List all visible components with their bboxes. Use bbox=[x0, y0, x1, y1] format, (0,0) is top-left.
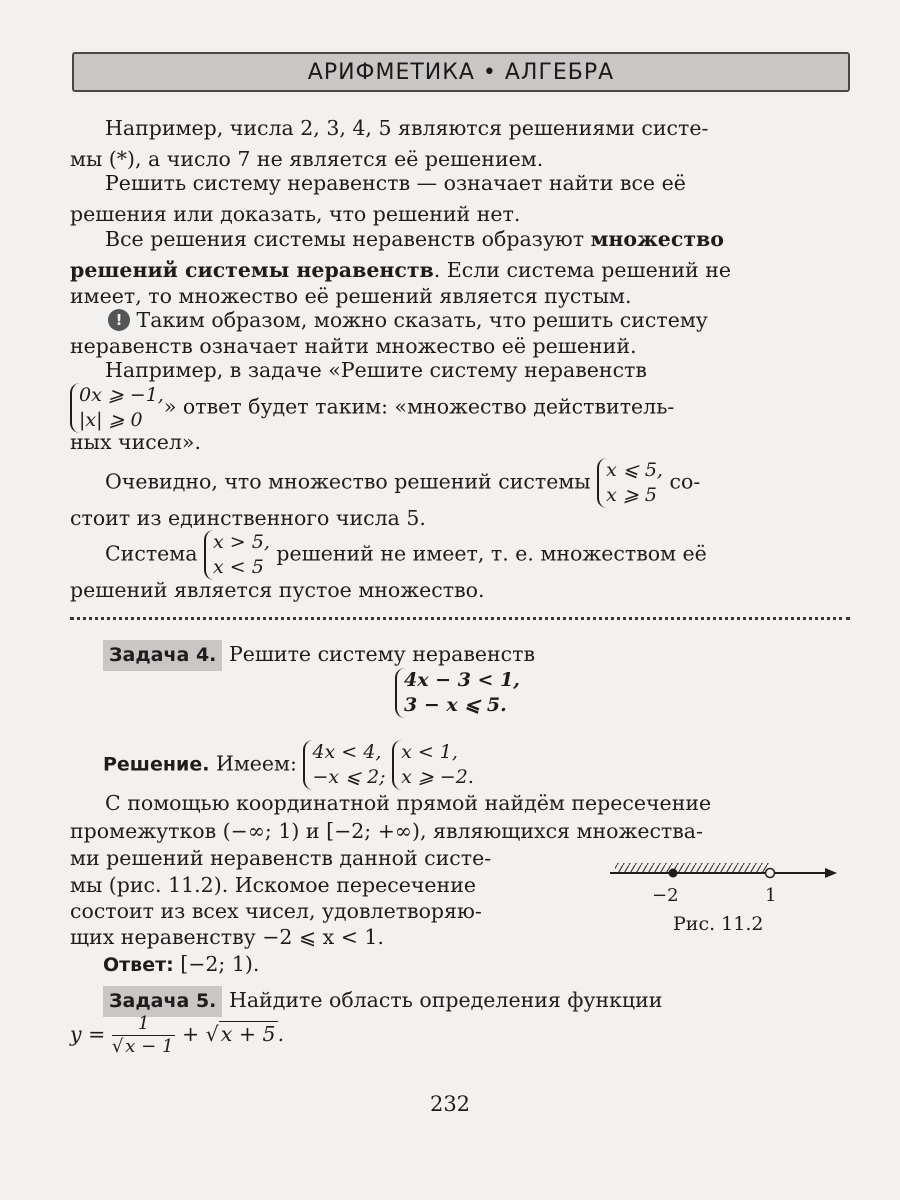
task-4-statement: Задача 4. Решите систему неравенств bbox=[103, 639, 881, 671]
tick-label: 1 bbox=[765, 885, 777, 906]
term-bold: решений системы неравенств bbox=[70, 258, 434, 282]
term-bold: множество bbox=[590, 227, 724, 251]
paragraph-line: состоит из всех чисел, удовлетворяю- bbox=[70, 899, 482, 923]
running-header bbox=[72, 52, 850, 92]
arrow-icon bbox=[825, 868, 837, 878]
paragraph-line: Например, в задаче «Решите систему неравенств bbox=[105, 358, 647, 382]
paragraph-line: мы (рис. 11.2). Искомое пересечение bbox=[70, 873, 477, 897]
tick-label: −2 bbox=[652, 885, 679, 906]
task-label: Задача 5. bbox=[103, 986, 222, 1017]
figure-11-2 bbox=[605, 855, 855, 945]
solution-label: Решение. bbox=[103, 753, 210, 776]
paragraph-line: решений является пустое множество. bbox=[70, 578, 485, 602]
task-4-system bbox=[395, 668, 695, 718]
paragraph-line: 0x ⩾ −1, |x| ⩾ 0 » ответ будет таким: «множество действитель- bbox=[70, 383, 848, 439]
paragraph-line: Очевидно, что множество решений системы x ⩽ 5, x ⩾ 5 со- bbox=[105, 459, 701, 506]
answer-line: Ответ: [−2; 1). bbox=[103, 952, 260, 976]
paragraph-line: мы (*), а число 7 не является её решением. bbox=[70, 147, 544, 171]
hatch-interval bbox=[615, 863, 770, 873]
paragraph-line: С помощью координатной прямой найдём пересечение bbox=[105, 791, 712, 815]
paragraph-line: имеет, то множество её решений является пустым. bbox=[70, 284, 632, 308]
paragraph-line: ных чисел». bbox=[70, 430, 201, 454]
dotted-divider bbox=[70, 617, 850, 620]
paragraph-line: Решить систему неравенств — означает найти все её bbox=[105, 171, 686, 195]
system-brace: x < 1, x ⩾ −2. bbox=[392, 740, 474, 790]
paragraph-line: Система x > 5, x < 5 решений не имеет, т. е. множеством её bbox=[105, 531, 707, 578]
figure-caption: Рис. 11.2 bbox=[673, 913, 764, 935]
exclamation-icon: ! bbox=[108, 309, 130, 331]
header-title: АРИФМЕТИКА • АЛГЕБРА bbox=[307, 60, 615, 85]
system-brace: 4x − 3 < 1, 3 − x ⩽ 5. bbox=[395, 668, 520, 718]
paragraph-line: промежутков (−∞; 1) и [−2; +∞), являющихся множества- bbox=[70, 819, 703, 843]
paragraph-line: решений системы неравенств. Если система решений не bbox=[70, 258, 732, 282]
system-brace: 4x < 4, −x ⩽ 2; bbox=[303, 740, 385, 790]
system-brace: x > 5, x < 5 bbox=[204, 530, 270, 580]
paragraph-line: неравенств означает найти множество её решений. bbox=[70, 334, 637, 358]
system-brace: 0x ⩾ −1, |x| ⩾ 0 bbox=[70, 383, 164, 433]
paragraph-line: Например, числа 2, 3, 4, 5 являются решениями систе- bbox=[105, 116, 709, 140]
open-point bbox=[766, 869, 775, 878]
paragraph-line: Все решения системы неравенств образуют множество bbox=[105, 227, 724, 251]
task-5-statement: Задача 5. Найдите область определения функции bbox=[103, 985, 881, 1017]
paragraph-line: стоит из единственного числа 5. bbox=[70, 506, 426, 530]
system-brace: x ⩽ 5, x ⩾ 5 bbox=[597, 458, 663, 508]
note-line: ! Таким образом, можно сказать, что решить систему bbox=[70, 305, 886, 336]
paragraph-line: решения или доказать, что решений нет. bbox=[70, 202, 521, 226]
number-line bbox=[605, 855, 855, 915]
task-label: Задача 4. bbox=[103, 640, 222, 671]
fraction: $\frac{1}{√ x - 1}$ bbox=[111, 1013, 174, 1057]
closed-point bbox=[669, 869, 678, 878]
paragraph-line: щих неравенству −2 ⩽ x < 1. bbox=[70, 925, 384, 949]
paragraph-line: ми решений неравенств данной систе- bbox=[70, 846, 492, 870]
answer-label: Ответ: bbox=[103, 954, 174, 976]
task-5-formula: y = $\frac{1}{√ x - 1}$ + √x + 5. bbox=[70, 1013, 285, 1057]
task-4-solution: Решение. Имеем: 4x < 4, −x ⩽ 2; x < 1, x ⩾ −2. bbox=[103, 741, 474, 788]
page-number: 232 bbox=[429, 1092, 471, 1116]
